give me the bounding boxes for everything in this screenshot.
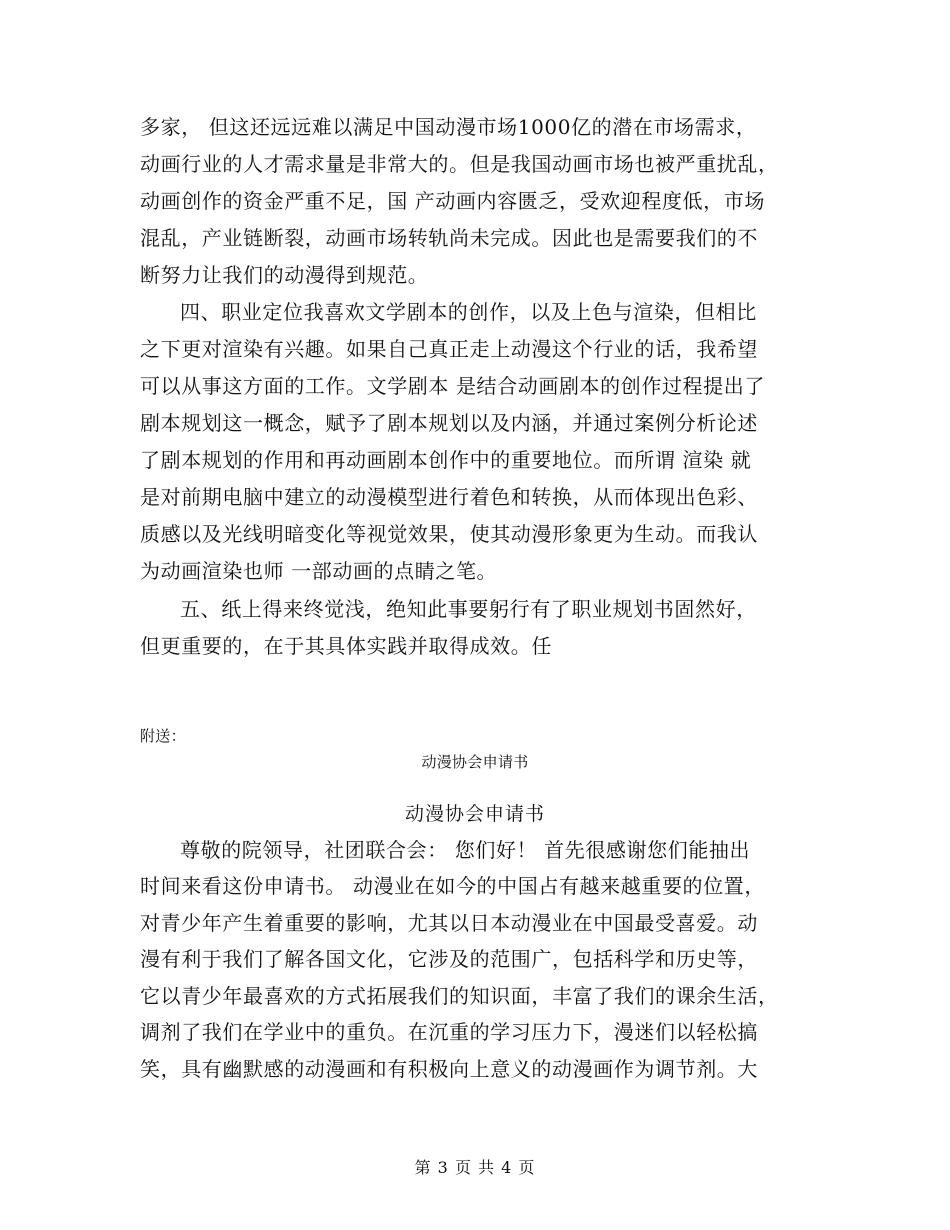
paragraph-line: 但更重要的，在于其具体实践并取得成效。任 (140, 634, 552, 658)
paragraph-line: 笑，具有幽默感的动漫画和有积极向上意义的动漫画作为调节剂。大 (140, 1057, 758, 1081)
paragraph-line: 调剂了我们在学业中的重负。在沉重的学习压力下，漫迷们以轻松搞 (140, 1020, 758, 1044)
appendix-label: 附送： (140, 727, 186, 745)
paragraph-line: 混乱，产业链断裂，动画市场转轨尚未完成。因此也是需要我们的不 (140, 226, 758, 250)
paragraph-line: 动画行业的人才需求量是非常大的。但是我国动画市场也被严重扰乱， (140, 152, 779, 176)
paragraph-line: 它以青少年最喜欢的方式拓展我们的知识面，丰富了我们的课余生活， (140, 984, 779, 1008)
paragraph-line: 是对前期电脑中建立的动漫模型进行着色和转换，从而体现出色彩、 (140, 485, 758, 509)
paragraph-line: 对青少年产生着重要的影响，尤其以日本动漫业在中国最受喜爱。动 (140, 911, 758, 935)
paragraph-line: 了剧本规划的作用和再动画剧本创作中的重要地位。而所谓 渲染 就 (140, 448, 752, 472)
paragraph-line: 动画创作的资金严重不足，国 产动画内容匮乏，受欢迎程度低，市场 (140, 189, 765, 213)
paragraph-line: 为动画渲染也师 一部动画的点睛之笔。 (140, 559, 498, 583)
paragraph-line: 剧本规划这一概念，赋予了剧本规划以及内涵，并通过案例分析论述 (140, 411, 758, 435)
appendix-title: 动漫协会申请书 (404, 803, 545, 825)
appendix-title-small: 动漫协会申请书 (421, 753, 529, 771)
paragraph-line: 漫有利于我们了解各国文化，它涉及的范围广，包括科学和历史等， (140, 947, 758, 971)
page-footer: 第 3 页 共 4 页 (414, 1158, 536, 1177)
paragraph-line: 质感以及光线明暗变化等视觉效果，使其动漫形象更为生动。而我认 (140, 522, 758, 546)
paragraph-line: 可以从事这方面的工作。文学剧本 是结合动画剧本的创作过程提出了 (140, 374, 765, 398)
paragraph-line: 四、职业定位我喜欢文学剧本的创作，以及上色与渲染，但相比 (180, 300, 757, 324)
paragraph-line: 尊敬的院领导，社团联合会： 您们好！ 首先很感谢您们能抽出 (180, 838, 751, 862)
paragraph-line: 之下更对渲染有兴趣。如果自己真正走上动漫这个行业的话，我希望 (140, 337, 758, 361)
paragraph-line: 时间来看这份申请书。 动漫业在如今的中国占有越来越重要的位置， (140, 874, 765, 898)
paragraph-line: 五、纸上得来终觉浅，绝知此事要躬行有了职业规划书固然好， (180, 597, 757, 621)
paragraph-line: 多家， 但这还远远难以满足中国动漫市场1000亿的潜在市场需求， (140, 115, 757, 139)
paragraph-line: 断努力让我们的动漫得到规范。 (140, 263, 429, 287)
